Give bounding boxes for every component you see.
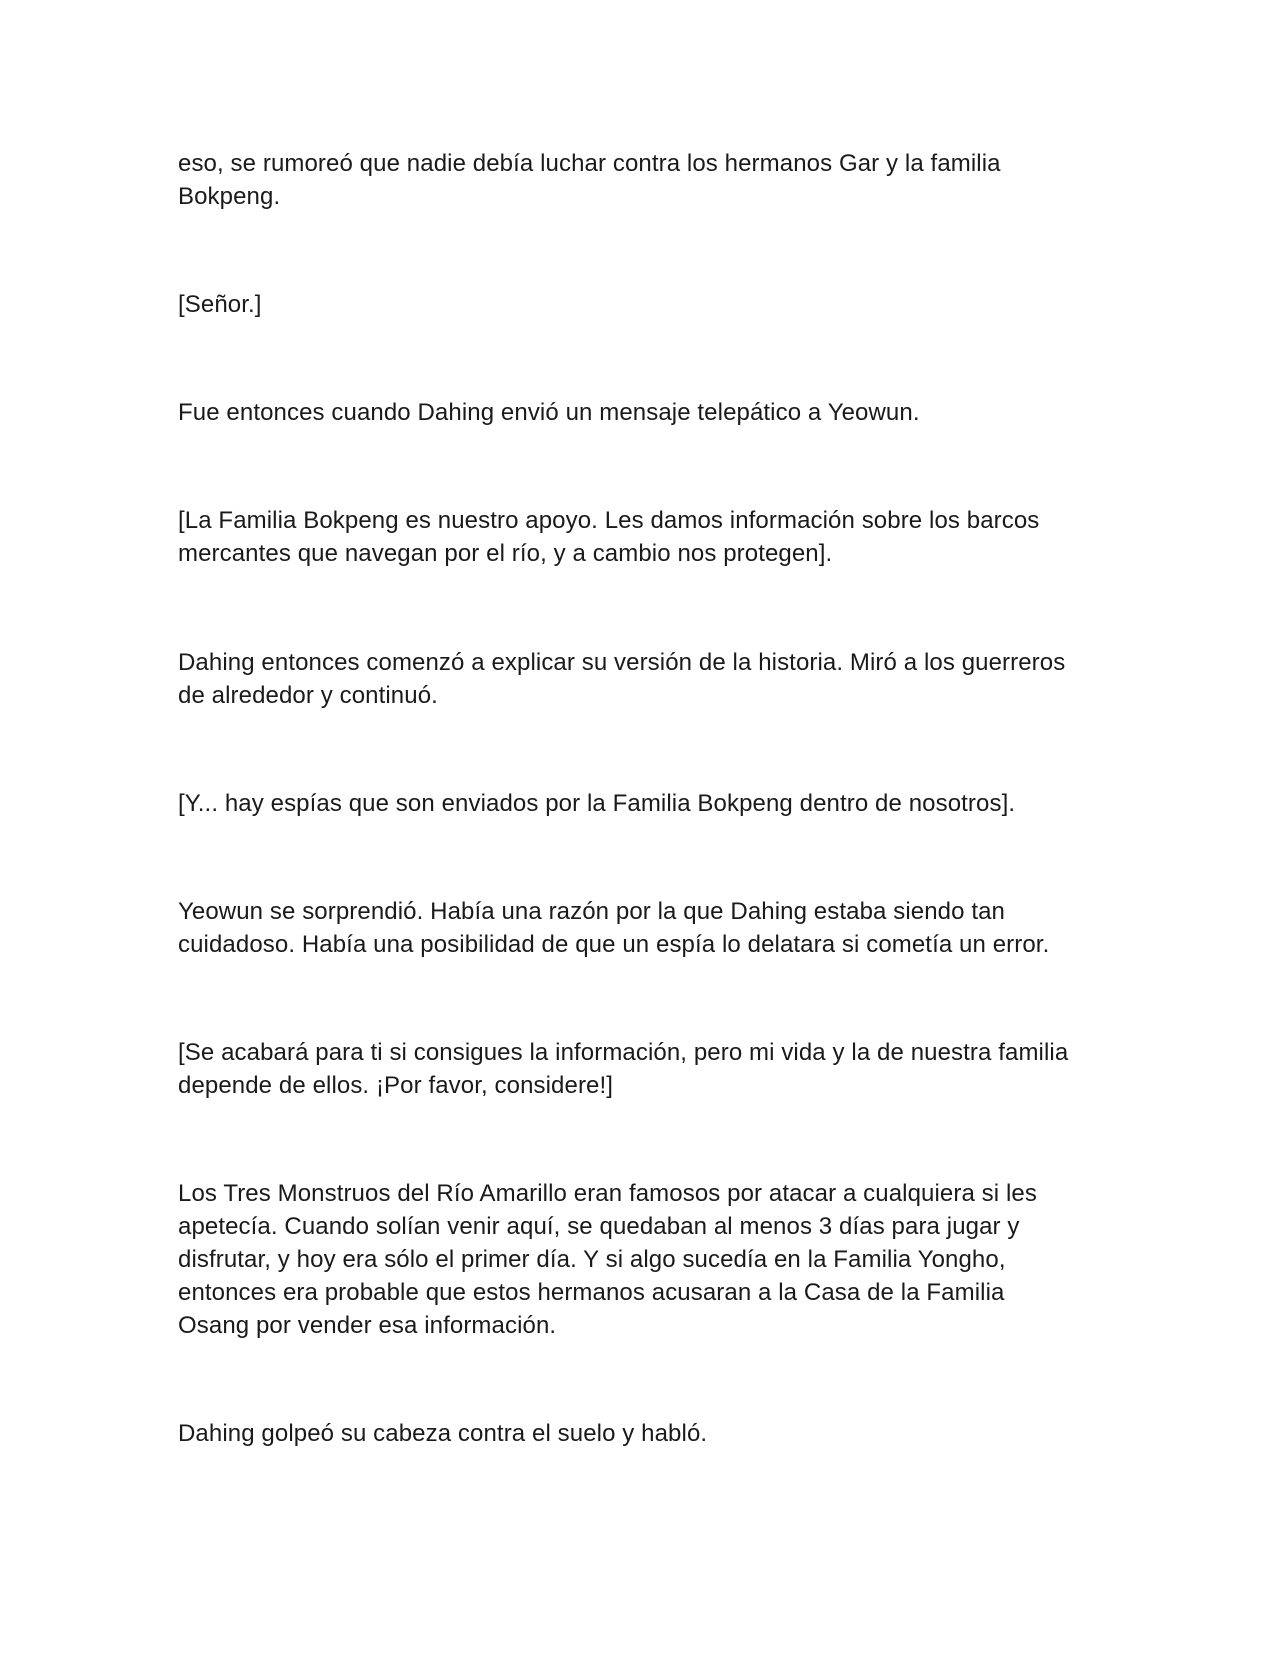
text-line: Osang por vender esa información. xyxy=(178,1312,557,1339)
text-line: [Se acabará para ti si consigues la información, pero mi vida y la de nuestra familia xyxy=(178,1039,1069,1066)
text-line: cuidadoso. Había una posibilidad de que un espía lo delatara si cometía un error. xyxy=(178,931,1050,958)
paragraph-dahing-bows xyxy=(178,1417,1118,1450)
paragraph-bokpeng-support xyxy=(178,504,1118,570)
paragraph-rumor xyxy=(178,147,1118,213)
paragraph-spies xyxy=(178,787,1118,820)
text-line: Fue entonces cuando Dahing envió un mensaje telepático a Yeowun. xyxy=(178,399,920,426)
text-line: de alrededor y continuó. xyxy=(178,682,438,709)
text-line: Dahing golpeó su cabeza contra el suelo y habló. xyxy=(178,1420,708,1447)
paragraph-three-monsters xyxy=(178,1177,1118,1342)
text-line: Yeowun se sorprendió. Había una razón por la que Dahing estaba siendo tan xyxy=(178,898,1005,925)
text-line: [Señor.] xyxy=(178,291,262,318)
text-line: entonces era probable que estos hermanos acusaran a la Casa de la Familia xyxy=(178,1279,1005,1306)
paragraph-plea xyxy=(178,1036,1118,1102)
text-line: mercantes que navegan por el río, y a cambio nos protegen]. xyxy=(178,540,833,567)
text-line: Bokpeng. xyxy=(178,183,281,210)
text-line: apetecía. Cuando solían venir aquí, se quedaban al menos 3 días para jugar y xyxy=(178,1213,1020,1240)
paragraph-surprise xyxy=(178,895,1118,961)
text-line: disfrutar, y hoy era sólo el primer día. Y si algo sucedía en la Familia Yongho, xyxy=(178,1246,1006,1273)
text-line: Dahing entonces comenzó a explicar su versión de la historia. Miró a los guerreros xyxy=(178,649,1066,676)
paragraph-explanation xyxy=(178,646,1118,712)
text-line: [La Familia Bokpeng es nuestro apoyo. Les damos información sobre los barcos xyxy=(178,507,1040,534)
text-line: Los Tres Monstruos del Río Amarillo eran famosos por atacar a cualquiera si les xyxy=(178,1180,1037,1207)
text-line: eso, se rumoreó que nadie debía luchar contra los hermanos Gar y la familia xyxy=(178,150,1001,177)
text-line: [Y... hay espías que son enviados por la Familia Bokpeng dentro de nosotros]. xyxy=(178,790,1016,817)
text-line: depende de ellos. ¡Por favor, considere!] xyxy=(178,1072,614,1099)
paragraph-senor xyxy=(178,288,1118,321)
paragraph-telepathic-message xyxy=(178,396,1118,429)
